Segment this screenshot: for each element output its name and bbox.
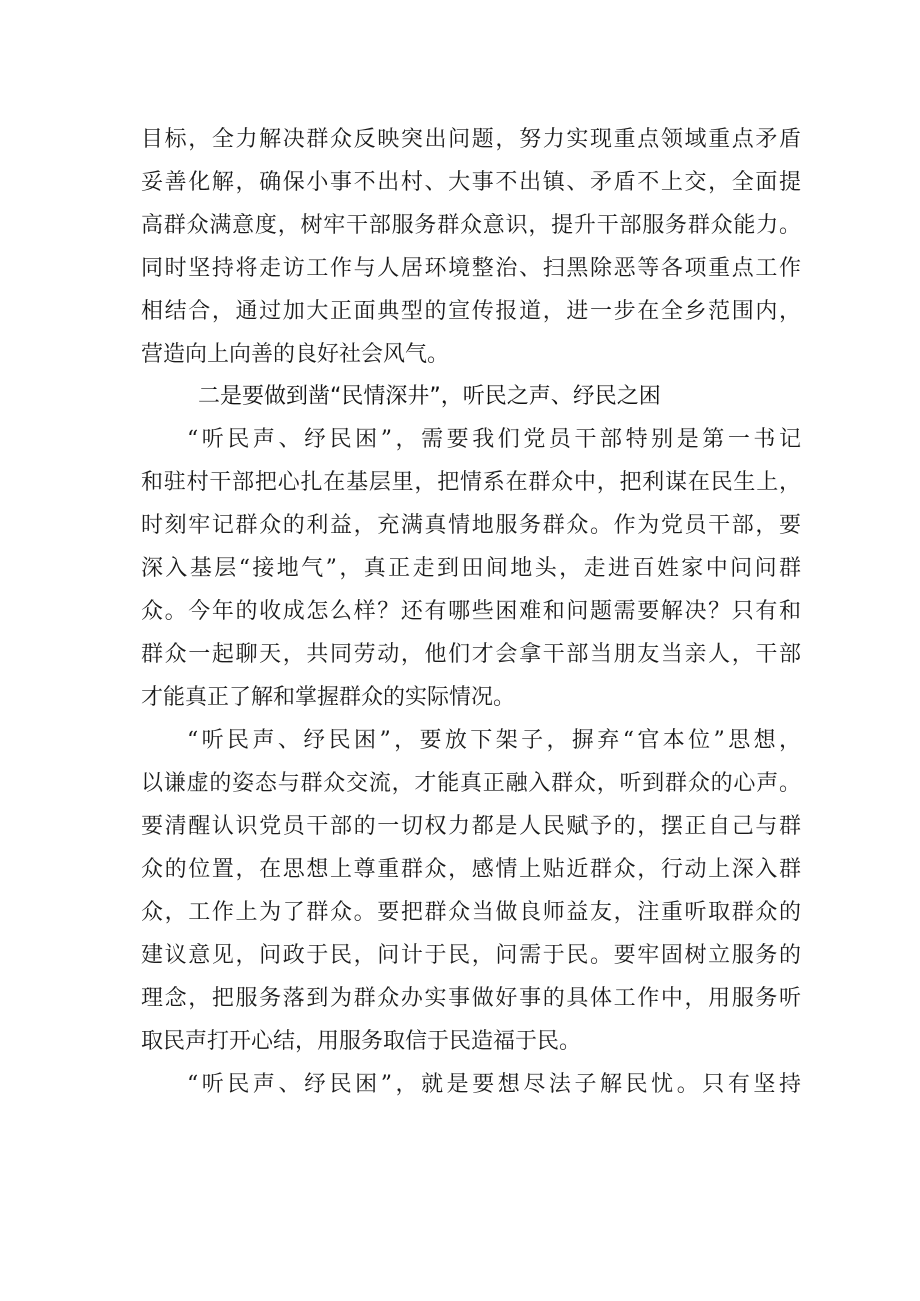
text-line: 要清醒认识党员干部的一切权力都是人民赋予的，摆正自己与群 <box>141 814 801 839</box>
text-line: 以谦虚的姿态与群众交流，才能真正融入群众，听到群众的心声。 <box>141 771 801 796</box>
text-line: 营造向上向善的良好社会风气。 <box>141 342 450 367</box>
text-line: 时刻牢记群众的利益，充满真情地服务群众。作为党员干部，要 <box>141 513 801 538</box>
text-line: 众的位置，在思想上尊重群众，感情上贴近群众，行动上深入群 <box>141 857 801 882</box>
text-line: 众，工作上为了群众。要把群众当做良师益友，注重听取群众的 <box>141 900 801 925</box>
paragraph-first-line: “听民声、纾民困”，要放下架子，摒弃“官本位”思想， <box>187 728 801 753</box>
text-line: 和驻村干部把心扎在基层里，把情系在群众中，把利谋在民生上， <box>141 470 801 495</box>
section-heading: 二是要做到凿“民情深井”，听民之声、纾民之困 <box>198 384 661 409</box>
text-line: 建议意见，问政于民，问计于民，问需于民。要牢固树立服务的 <box>141 943 801 968</box>
paragraph-first-line: “听民声、纾民困”，需要我们党员干部特别是第一书记 <box>187 427 801 452</box>
text-line: 高群众满意度，树牢干部服务群众意识，提升干部服务群众能力。 <box>141 213 801 238</box>
text-line: 同时坚持将走访工作与人居环境整治、扫黑除恶等各项重点工作 <box>141 256 801 281</box>
text-line: 目标，全力解决群众反映突出问题，努力实现重点领域重点矛盾 <box>141 127 801 152</box>
text-line: 取民声打开心结，用服务取信于民造福于民。 <box>141 1029 582 1054</box>
text-line: 相结合，通过加大正面典型的宣传报道，进一步在全乡范围内， <box>141 299 801 324</box>
text-line: 群众一起聊天，共同劳动，他们才会拿干部当朋友当亲人，干部 <box>141 642 801 667</box>
text-line: 深入基层“接地气”，真正走到田间地头，走进百姓家中问问群 <box>141 556 801 581</box>
text-line: 理念，把服务落到为群众办实事做好事的具体工作中，用服务听 <box>141 986 801 1011</box>
text-line: 众。今年的收成怎么样？还有哪些困难和问题需要解决？只有和 <box>141 599 801 624</box>
paragraph-first-line: “听民声、纾民困”，就是要想尽法子解民忧。只有坚持 <box>187 1072 801 1097</box>
text-line: 妥善化解，确保小事不出村、大事不出镇、矛盾不上交，全面提 <box>141 170 801 195</box>
text-line: 才能真正了解和掌握群众的实际情况。 <box>141 685 516 710</box>
